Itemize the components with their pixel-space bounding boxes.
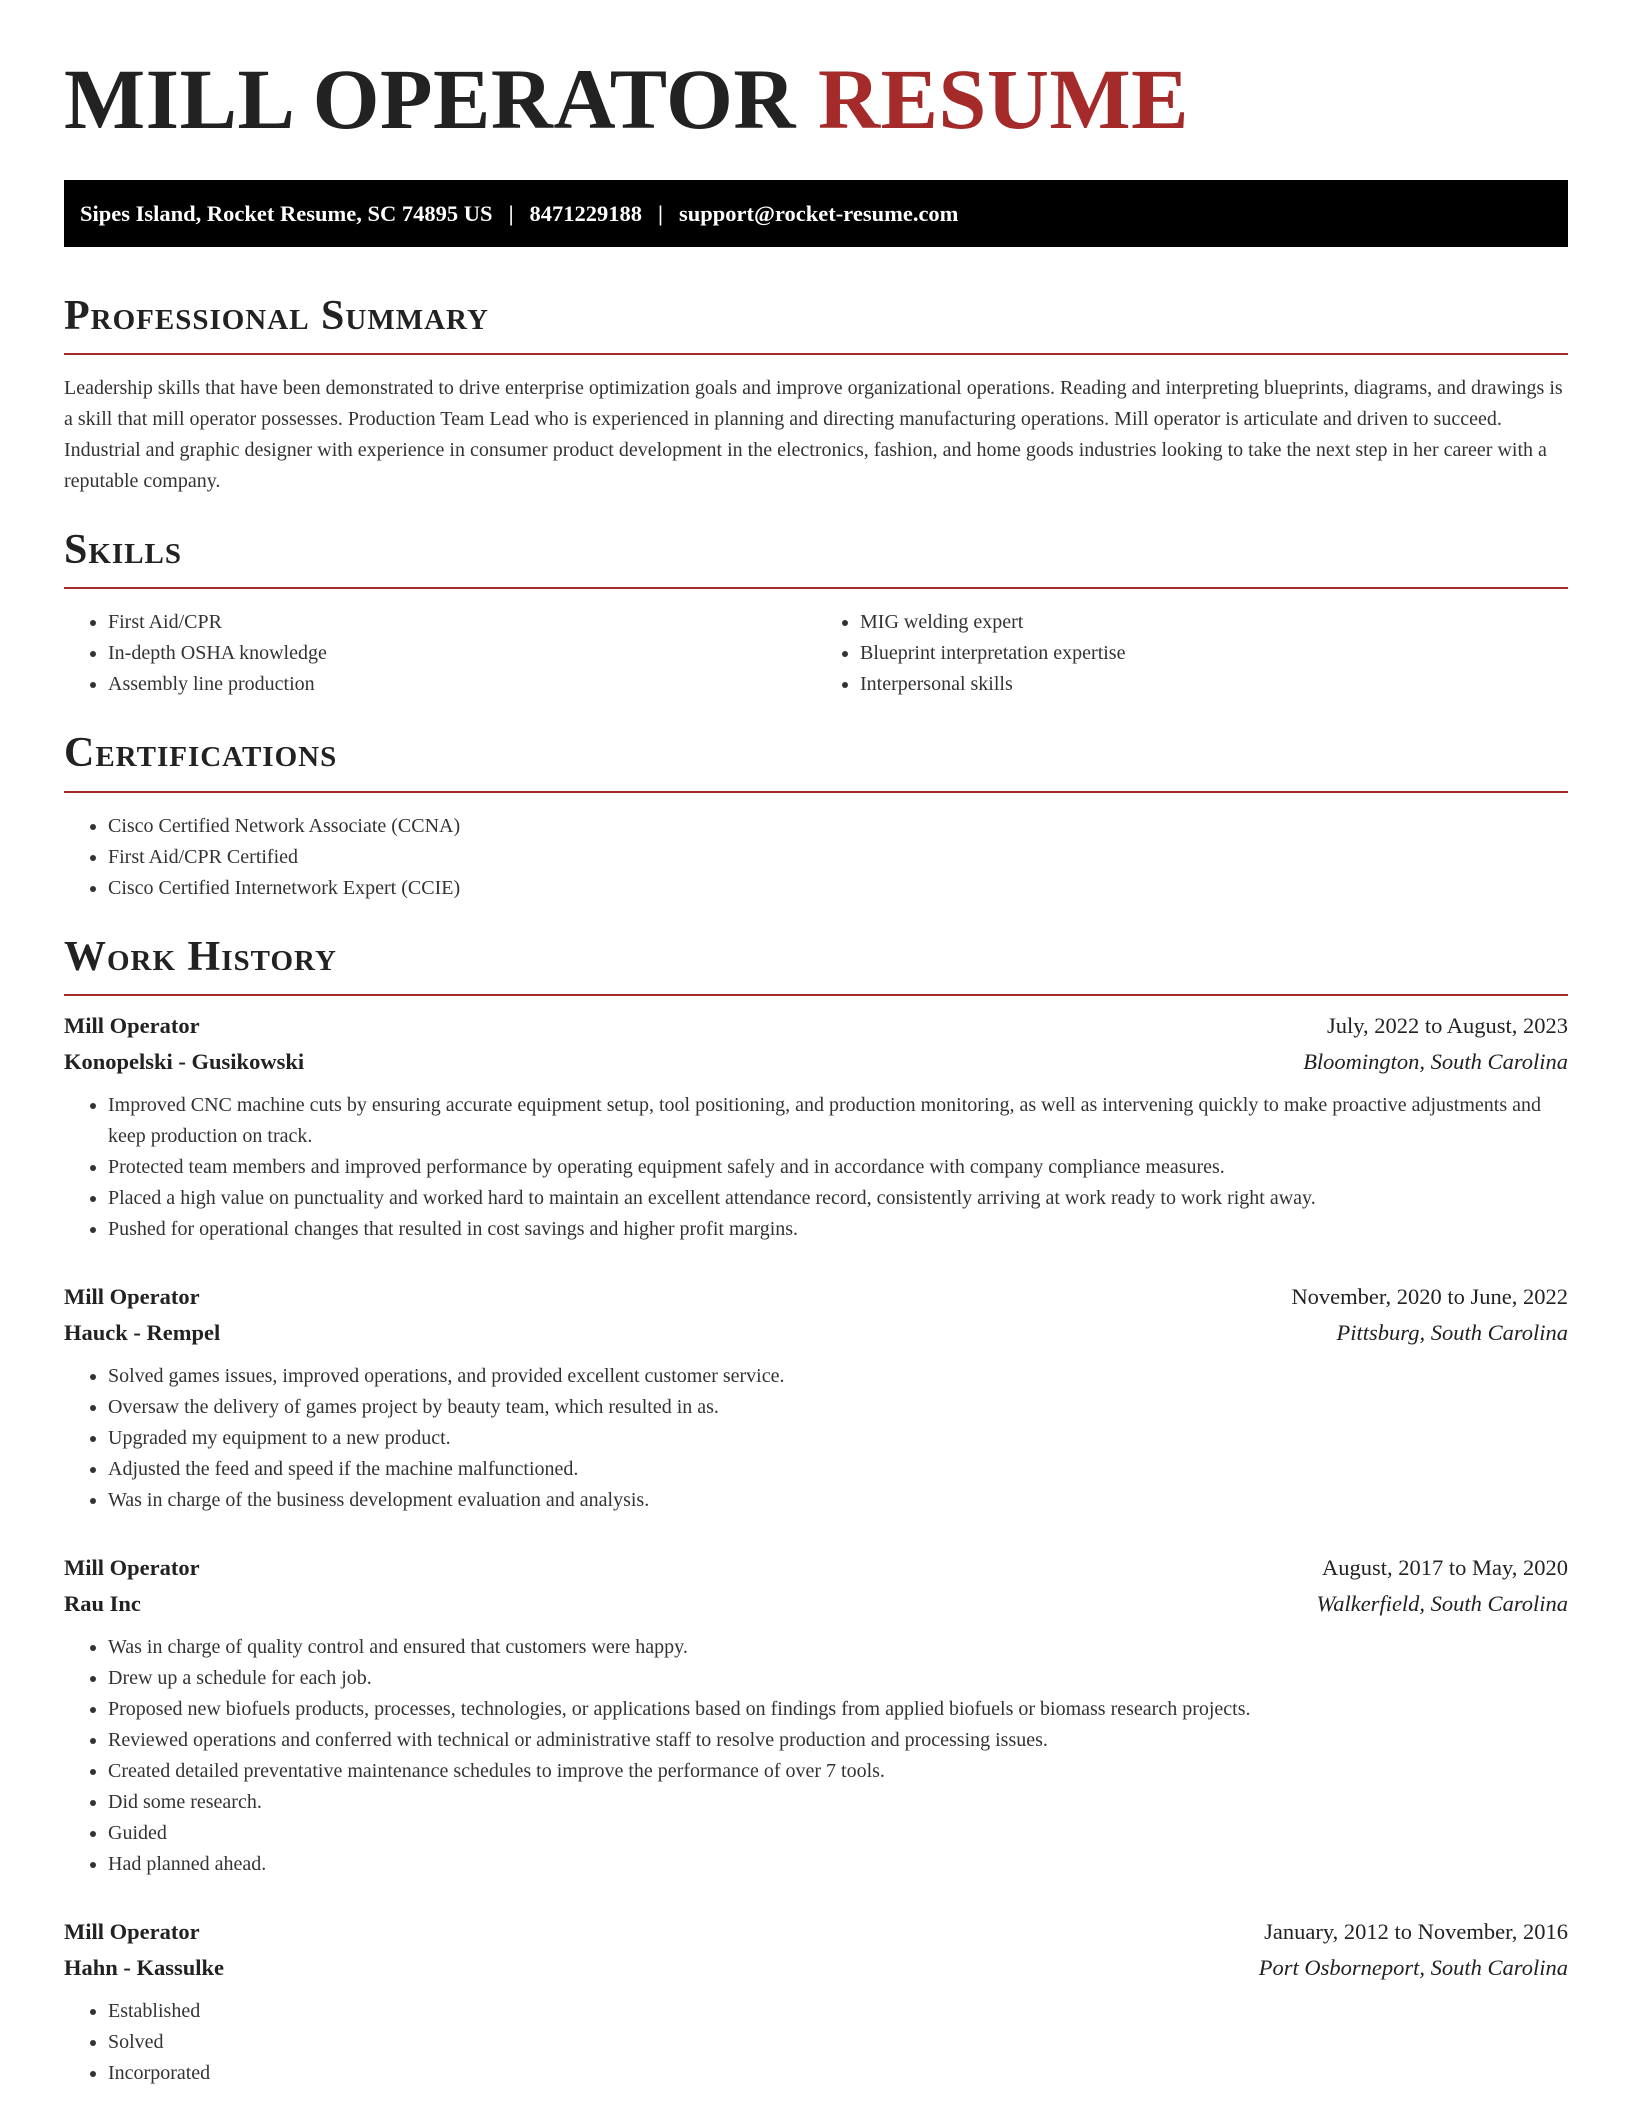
skill-item: • Blueprint interpretation expertise [860,638,1568,669]
job-title: Mill Operator [64,1012,200,1038]
section-divider [64,994,1568,996]
skill-item: • In-depth OSHA knowledge [108,638,816,669]
job-entry [64,1914,1568,2089]
summary-section [64,293,1568,497]
skill-item: • Assembly line production [108,669,816,700]
job-header-row [64,1550,1568,1586]
job-company-row [64,1044,1568,1080]
job-location: Bloomington, South Carolina [1303,1048,1568,1074]
job-bullet: • Did some research. [108,1787,1568,1818]
contact-address: Sipes Island, Rocket Resume, SC 74895 US [80,200,493,226]
job-dates: January, 2012 to November, 2016 [1264,1918,1568,1944]
contact-phone[interactable]: 8471229188 [529,200,643,226]
job-title: Mill Operator [64,1554,200,1580]
job-bullets [64,1361,1568,1516]
job-bullet: • Incorporated [108,2058,1568,2089]
job-bullet: • Solved games issues, improved operations, and provided excellent customer service. [108,1361,1568,1392]
job-title: Mill Operator [64,1283,200,1309]
job-bullet: • Placed a high value on punctuality and worked hard to maintain an excellent attendance record, consistently arriving at work ready to work right away. [108,1183,1568,1214]
section-divider [64,587,1568,589]
job-location: Port Osborneport, South Carolina [1258,1954,1568,1980]
job-company: Hauck - Rempel [64,1319,221,1345]
contact-separator: | [658,200,663,226]
resume-title-accent: RESUME [818,51,1189,147]
job-bullet: • Created detailed preventative maintenance schedules to improve the performance of over 7 tools. [108,1756,1568,1787]
job-header-row [64,1008,1568,1044]
job-bullet: • Improved CNC machine cuts by ensuring accurate equipment setup, tool positioning, and production monitoring, as well as intervening quickly to make proactive adjustments and keep production on track. [108,1090,1568,1152]
contact-email[interactable]: support@rocket-resume.com [679,200,959,226]
summary-text: Leadership skills that have been demonstrated to drive enterprise optimization goals and improve organizational operations. Reading and interpreting blueprints, diagrams, and drawings is a skill that mill operator possesses. Production Team Lead who is experienced in planning and directing manufacturing operations. Mill operator is articulate and driven to succeed. Industrial and graphic designer with experience in consumer product development in the electronics, fashion, and home goods industries looking to take the next step in her career with a reputable company. [64,377,1563,493]
job-header-row [64,1914,1568,1950]
job-bullet: • Protected team members and improved performance by operating equipment safely and in accordance with company compliance measures. [108,1152,1568,1183]
job-bullets [64,1090,1568,1245]
section-heading: Certifications [64,730,338,777]
skills-list-left [64,607,816,700]
skills-section [64,527,1568,700]
job-company-row [64,1950,1568,1986]
job-bullet: • Guided [108,1818,1568,1849]
job-company-row [64,1315,1568,1351]
job-bullet: • Pushed for operational changes that resulted in cost savings and higher profit margins. [108,1214,1568,1245]
job-bullet: • Drew up a schedule for each job. [108,1663,1568,1694]
job-entry [64,1008,1568,1245]
certifications-section [64,730,1568,903]
job-bullet: • Proposed new biofuels products, processes, technologies, or applications based on findings from applied biofuels or biomass research projects. [108,1694,1568,1725]
job-bullet: • Solved [108,2027,1568,2058]
certification-item: • First Aid/CPR Certified [108,842,1568,873]
job-title: Mill Operator [64,1918,200,1944]
job-bullet: • Upgraded my equipment to a new product. [108,1423,1568,1454]
job-bullet: • Had planned ahead. [108,1849,1568,1880]
skills-grid [64,607,1568,700]
skills-list-right [816,607,1568,700]
skill-item: • Interpersonal skills [860,669,1568,700]
job-entry [64,1279,1568,1516]
section-divider [64,353,1568,355]
certifications-list [64,811,1568,904]
certification-item: • Cisco Certified Network Associate (CCNA) [108,811,1568,842]
job-entry [64,1550,1568,1880]
job-company: Konopelski - Gusikowski [64,1048,305,1074]
job-bullet: • Was in charge of the business development evaluation and analysis. [108,1485,1568,1516]
job-location: Walkerfield, South Carolina [1316,1590,1568,1616]
job-bullets [64,1632,1568,1880]
resume-title [64,51,1568,147]
job-bullet: • Reviewed operations and conferred with technical or administrative staff to resolve production and processing issues. [108,1725,1568,1756]
work-history-section [64,934,1568,2089]
job-company: Rau Inc [64,1590,141,1616]
skill-item: • MIG welding expert [860,607,1568,638]
skill-item: • First Aid/CPR [108,607,816,638]
section-divider [64,791,1568,793]
job-header-row [64,1279,1568,1315]
job-dates: November, 2020 to June, 2022 [1291,1283,1568,1309]
job-bullet: • Established [108,1996,1568,2027]
contact-separator: | [508,200,514,226]
job-dates: July, 2022 to August, 2023 [1326,1012,1568,1038]
contact-bar [64,180,1568,247]
resume-title-main: MILL OPERATOR [64,51,797,147]
certification-item: • Cisco Certified Internetwork Expert (CCIE) [108,873,1568,904]
job-bullet: • Was in charge of quality control and ensured that customers were happy. [108,1632,1568,1663]
job-location: Pittsburg, South Carolina [1336,1319,1568,1345]
section-heading: Professional Summary [64,293,489,339]
job-bullet: • Adjusted the feed and speed if the machine malfunctioned. [108,1454,1568,1485]
section-heading: Work History [64,933,337,980]
job-bullet: • Oversaw the delivery of games project by beauty team, which resulted in as. [108,1392,1568,1423]
job-company: Hahn - Kassulke [64,1954,225,1980]
job-company-row [64,1586,1568,1622]
job-bullets [64,1996,1568,2089]
job-dates: August, 2017 to May, 2020 [1321,1554,1568,1580]
section-heading: Skills [64,527,183,574]
